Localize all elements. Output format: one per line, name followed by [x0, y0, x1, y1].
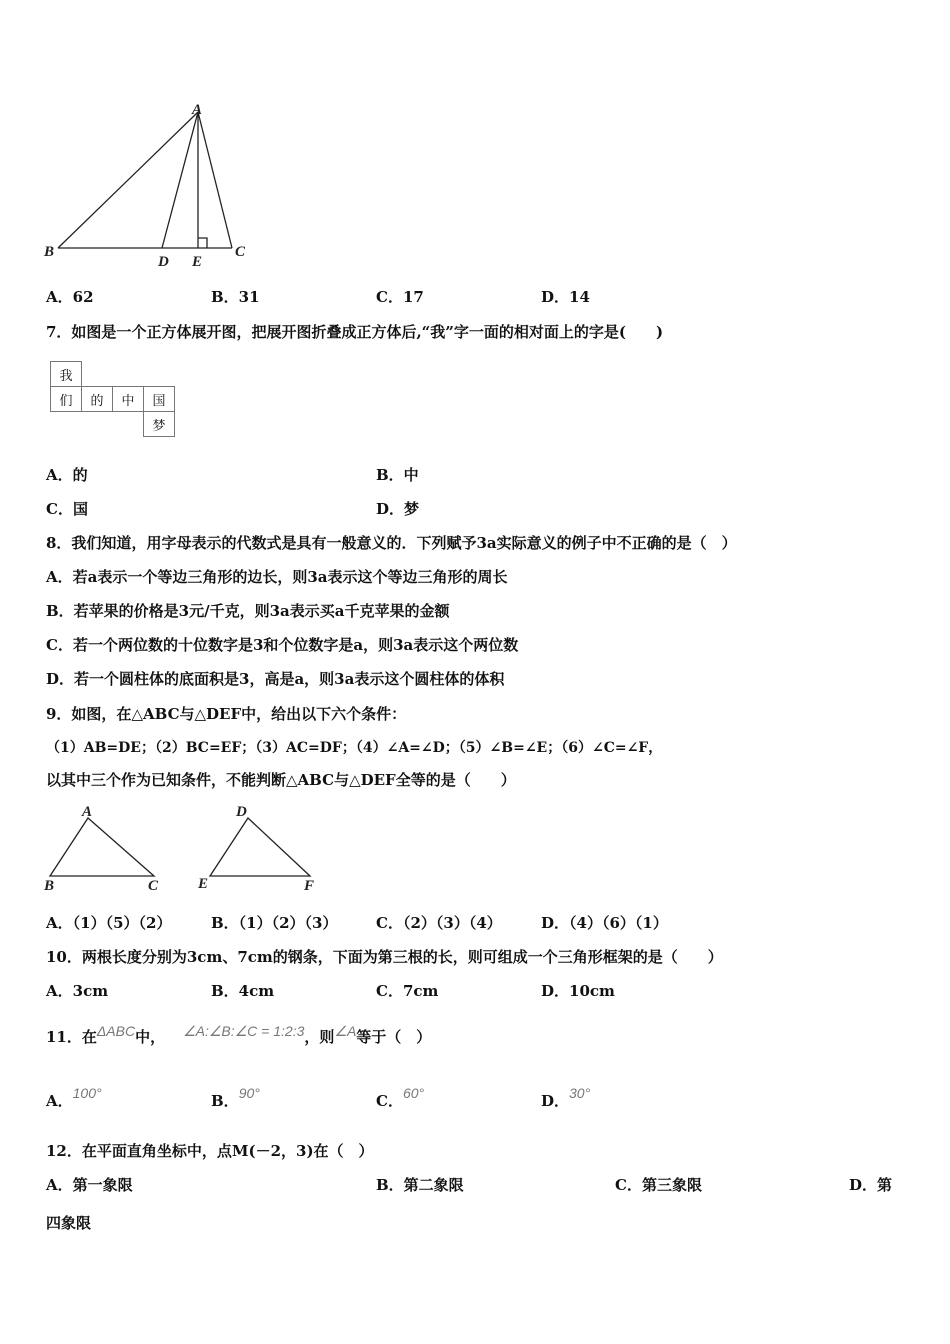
q12-option-b: B．第二象限: [376, 1176, 464, 1194]
q8-option-c: C．若一个两位数的十位数字是3和个位数字是a，则3a表示这个两位数: [46, 636, 519, 654]
q12-option-c: C．第三象限: [615, 1176, 702, 1194]
q9-option-b: B．（1）（2）（3）: [211, 914, 338, 932]
cube-cell-zhong: 中: [113, 387, 144, 412]
q9-question: 以其中三个作为已知条件，不能判断△ABC与△DEF全等的是（ ）: [46, 771, 516, 789]
triangle-def: [210, 818, 310, 876]
cube-net-grid: [50, 361, 175, 437]
q6-option-b: B．31: [211, 288, 260, 306]
q10-option-a: A．3cm: [46, 982, 109, 1000]
right-angle-mark: [198, 238, 207, 248]
q9-option-a: A．（1）（5）（2）: [46, 914, 172, 932]
label-e: E: [192, 254, 203, 270]
cube-cell-wo: 我: [51, 362, 82, 387]
q11-then: ，则: [304, 1028, 335, 1046]
q11-letter-d: D．: [541, 1092, 570, 1110]
q7-option-c: C．国: [46, 500, 88, 518]
q9-option-c: C．（2）（3）（4）: [376, 914, 502, 932]
q8-option-a: A．若a表示一个等边三角形的边长，则3a表示这个等边三角形的周长: [46, 568, 508, 586]
q9-text: 9．如图，在△ABC与△DEF中，给出以下六个条件：: [46, 705, 407, 723]
label-d: D: [158, 254, 169, 270]
label-b: B: [44, 878, 55, 894]
q12-text: 12．在平面直角坐标中，点M(－2，3)在（ ）: [46, 1142, 374, 1160]
q9-option-d: D．（4）（6）（1）: [541, 914, 668, 932]
q11-line: [46, 1023, 432, 1047]
q10-text: 10．两根长度分别为3cm、7cm的钢条，下面为第三根的长，则可组成一个三角形框架的是（ ）: [46, 948, 723, 966]
q11-ratio: ∠A:∠B:∠C = 1:2:3: [183, 1023, 305, 1039]
triangles-figure-q9: [40, 800, 330, 896]
q11-mid: 中，: [135, 1028, 166, 1046]
q10-option-d: D．10cm: [541, 982, 615, 1000]
q8-option-d: D．若一个圆柱体的底面积是3，高是a，则3a表示这个圆柱体的体积: [46, 670, 505, 688]
q11-suffix: 等于（ ）: [356, 1028, 432, 1046]
label-a: A: [82, 804, 93, 820]
q11-letter-a: A．: [46, 1092, 73, 1110]
q11-option-d: [541, 1085, 591, 1111]
q8-text: 8．我们知道，用字母表示的代数式是具有一般意义的．下列赋予3a实际意义的例子中不正确的是（ ）: [46, 534, 737, 552]
q7-option-b: B．中: [376, 466, 419, 484]
label-b: B: [44, 244, 55, 260]
q6-option-d: D．14: [541, 288, 590, 306]
label-e: E: [198, 876, 209, 892]
q6-option-a: A．62: [46, 288, 94, 306]
cube-cell-de: 的: [82, 387, 113, 412]
q11-option-c: [376, 1085, 425, 1111]
q11-option-b: [211, 1085, 260, 1111]
q7-option-a: A．的: [46, 466, 88, 484]
triangle-figure-q6: [40, 100, 260, 272]
q12-option-d-wrap: 四象限: [46, 1214, 92, 1232]
cube-cell-guo: 国: [144, 387, 175, 412]
q10-option-c: C．7cm: [376, 982, 439, 1000]
q11-value-d: 30°: [569, 1085, 591, 1101]
label-d: D: [236, 804, 247, 820]
q7-option-d: D．梦: [376, 500, 420, 518]
q8-option-b: B．若苹果的价格是3元/千克，则3a表示买a千克苹果的金额: [46, 602, 450, 620]
q11-value-c: 60°: [402, 1085, 425, 1101]
cube-cell-men: 们: [51, 387, 82, 412]
q10-option-b: B．4cm: [211, 982, 275, 1000]
q11-letter-c: C．: [376, 1092, 403, 1110]
segment-ab: [58, 112, 198, 248]
segment-ad: [162, 112, 198, 248]
q9-conditions: （1）AB=DE；（2）BC=EF；（3）AC=DF；（4）∠A=∠D；（5）∠B=∠E；（6）∠C=∠F，: [46, 740, 663, 756]
segment-ac: [198, 112, 232, 248]
q12-option-d: D．第: [849, 1176, 893, 1194]
q11-prefix: 11．在: [46, 1028, 97, 1046]
cube-cell-meng: 梦: [144, 412, 175, 437]
label-f: F: [304, 878, 315, 894]
label-c: C: [148, 878, 159, 894]
q11-triangle: ΔABC: [96, 1023, 136, 1039]
triangle-abc: [50, 818, 154, 876]
label-c: C: [235, 244, 246, 260]
q6-option-c: C．17: [376, 288, 424, 306]
label-a: A: [192, 102, 203, 118]
q11-value-a: 100°: [72, 1085, 102, 1101]
q11-letter-b: B．: [211, 1092, 239, 1110]
q12-option-a: A．第一象限: [46, 1176, 133, 1194]
q11-option-a: [46, 1085, 102, 1111]
q7-text: 7．如图是一个正方体展开图，把展开图折叠成正方体后,“我”字一面的相对面上的字是( ): [46, 323, 664, 341]
q11-value-b: 90°: [238, 1085, 260, 1101]
q11-angle: ∠A: [334, 1023, 357, 1039]
